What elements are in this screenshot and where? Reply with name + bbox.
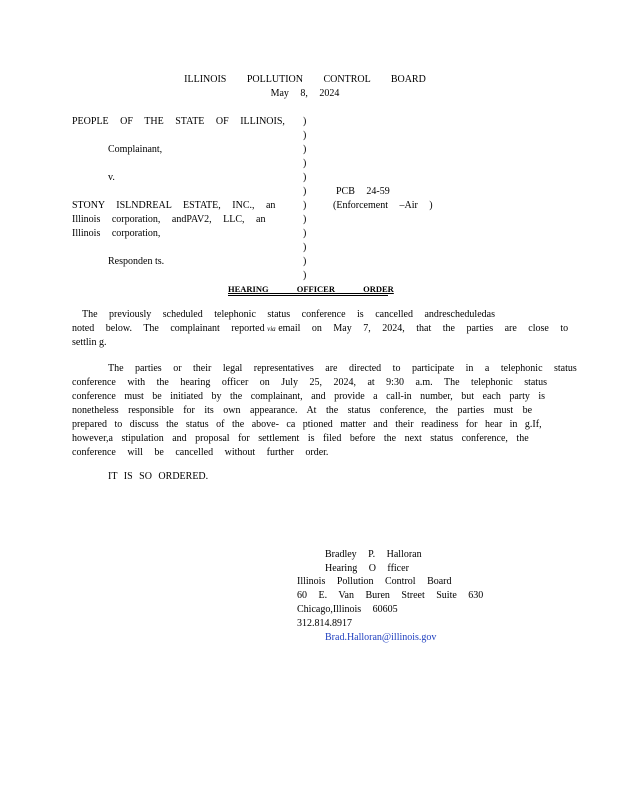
caption-paren: ) bbox=[303, 158, 307, 169]
paragraph-1-line-2-a: noted below. The complainant reported bbox=[72, 323, 265, 334]
paragraph-1-line-3: settlin g. bbox=[72, 337, 107, 348]
caption-defendant-line3: Illinois corporation, bbox=[72, 228, 161, 239]
caption-paren: ) bbox=[303, 130, 307, 141]
caption-paren: ) bbox=[303, 256, 307, 267]
order-title: HEARING OFFICER ORDER bbox=[228, 284, 394, 294]
signature-phone: 312.814.8917 bbox=[297, 618, 352, 629]
paragraph-2-line-4: nonetheless responsible for its own appearance. At the status conference, the parties must be bbox=[72, 405, 533, 416]
paragraph-2-line-6: however,a stipulation and proposal for settlement is filed before the next status conference, the bbox=[72, 433, 529, 444]
paragraph-2-line-1: The parties or their legal representatives are directed to participate in a telephonic status bbox=[108, 363, 577, 374]
caption-paren: ) bbox=[303, 172, 307, 183]
so-ordered: IT IS SO ORDERED. bbox=[108, 471, 209, 482]
caption-paren: ) bbox=[303, 186, 307, 197]
caption-paren: ) bbox=[303, 270, 307, 281]
paragraph-1-line-1: The previously scheduled telephonic status conference is cancelled andrescheduledas bbox=[82, 309, 495, 320]
order-date: May 8, 2024 bbox=[270, 88, 340, 99]
caption-paren: ) bbox=[303, 228, 307, 239]
board-title: ILLINOIS POLLUTION CONTROL BOARD bbox=[184, 74, 426, 85]
case-number: PCB 24-59 bbox=[336, 186, 390, 197]
paragraph-1-via: via bbox=[267, 325, 276, 333]
caption-respondents-label: Responden ts. bbox=[108, 256, 165, 267]
paragraph-2-line-7: conference will be cancelled without further order. bbox=[72, 447, 329, 458]
caption-versus: v. bbox=[108, 172, 115, 183]
signature-street: 60 E. Van Buren Street Suite 630 bbox=[297, 590, 484, 601]
caption-plaintiff: PEOPLE OF THE STATE OF ILLINOIS, bbox=[72, 116, 285, 127]
caption-paren: ) bbox=[303, 200, 307, 211]
signature-title: Hearing O fficer bbox=[325, 563, 409, 574]
paragraph-1-line-2 bbox=[72, 322, 568, 336]
paragraph-2-line-5: prepared to discuss the status of the above- ca ptioned matter and their readiness for hear in g.If, bbox=[72, 419, 542, 430]
signature-name: Bradley P. Halloran bbox=[325, 549, 422, 560]
signature-org: Illinois Pollution Control Board bbox=[297, 576, 452, 587]
caption-paren: ) bbox=[303, 116, 307, 127]
caption-complainant-label: Complainant, bbox=[108, 144, 163, 155]
signature-city: Chicago,Illinois 60605 bbox=[297, 604, 398, 615]
paragraph-1-line-2-b: email on May 7, 2024, that the parties are close to bbox=[278, 323, 569, 334]
caption-paren-column bbox=[303, 115, 306, 283]
paragraph-2-line-2: conference with the hearing officer on July 25, 2024, at 9:30 a.m. The telephonic status bbox=[72, 377, 547, 388]
caption-paren: ) bbox=[303, 214, 307, 225]
caption-paren: ) bbox=[303, 242, 307, 253]
caption-paren: ) bbox=[303, 144, 307, 155]
caption-defendant-line1: STONY ISLNDREAL ESTATE, INC., an bbox=[72, 200, 276, 211]
caption-defendant-line2: Illinois corporation, andPAV2, LLC, an bbox=[72, 214, 266, 225]
signature-email-link[interactable]: Brad.Halloran@illinois.gov bbox=[325, 632, 437, 643]
paragraph-2-line-3: conference must be initiated by the complainant, and provide a call-in number, but each party is bbox=[72, 391, 546, 402]
case-type: (Enforcement –Air ) bbox=[333, 200, 433, 211]
